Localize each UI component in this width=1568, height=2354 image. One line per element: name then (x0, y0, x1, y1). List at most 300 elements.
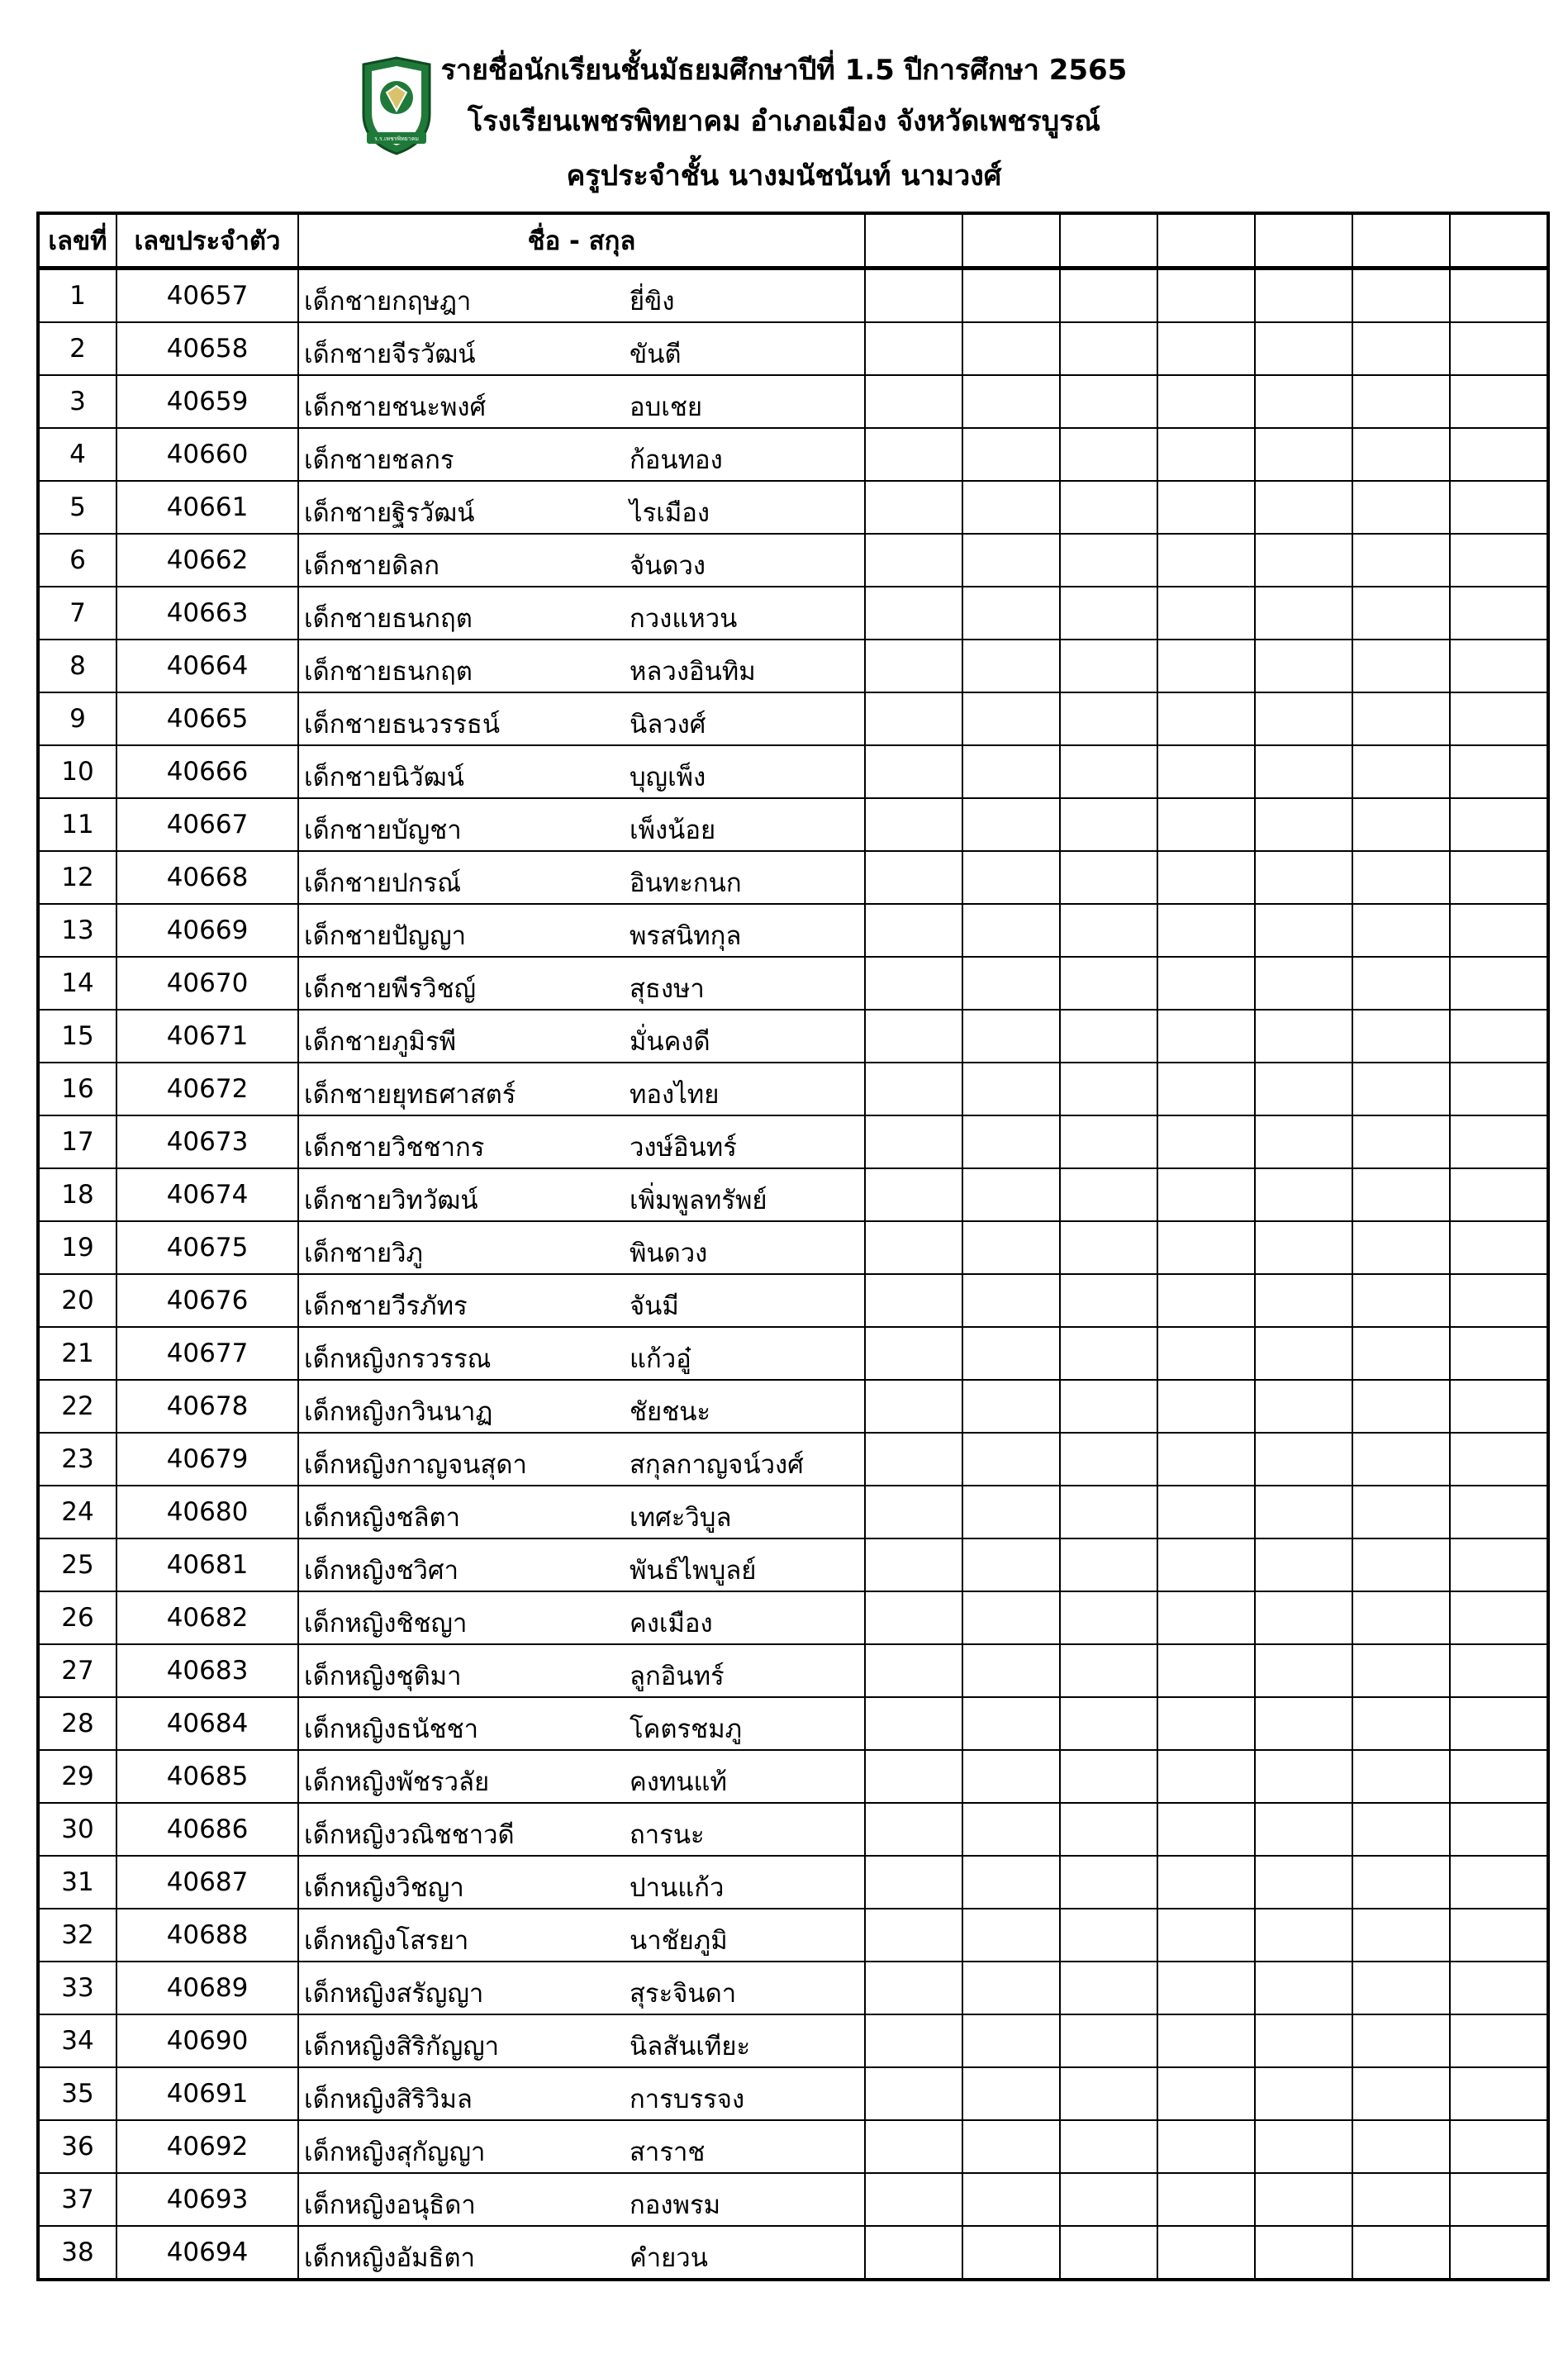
student-name-cell (298, 1538, 865, 1591)
blank-check-cell (962, 2226, 1060, 2280)
blank-check-cell (1157, 1962, 1255, 2014)
student-id: 40672 (116, 1063, 298, 1115)
blank-check-cell (962, 2120, 1060, 2173)
blank-check-cell (1352, 375, 1450, 428)
blank-check-cell (962, 1750, 1060, 1803)
blank-check-cell (1255, 1221, 1352, 1274)
table-row (38, 904, 1548, 957)
student-number: 8 (38, 640, 116, 692)
student-id: 40661 (116, 481, 298, 534)
table-row (38, 745, 1548, 798)
student-id: 40679 (116, 1433, 298, 1486)
header-number: เลขที่ (38, 213, 116, 269)
student-first-name: เด็กชายวิภู (304, 1239, 423, 1268)
student-first-name: เด็กหญิงอัมธิตา (304, 2243, 475, 2273)
blank-check-cell (1255, 2014, 1352, 2067)
blank-check-cell (1255, 269, 1352, 323)
student-last-name: กองพรม (630, 2190, 721, 2220)
blank-check-cell (1352, 1644, 1450, 1697)
blank-check-cell (865, 1697, 962, 1750)
student-number: 37 (38, 2173, 116, 2226)
blank-check-cell (1255, 322, 1352, 375)
blank-check-cell (1450, 640, 1548, 692)
blank-check-cell (962, 1909, 1060, 1962)
student-last-name: จันดวง (630, 551, 706, 581)
student-name-cell (298, 2120, 865, 2173)
blank-check-cell (1352, 2173, 1450, 2226)
blank-check-cell (865, 1380, 962, 1433)
blank-check-cell (1157, 1697, 1255, 1750)
blank-check-cell (1255, 640, 1352, 692)
blank-check-cell (1450, 1750, 1548, 1803)
student-id: 40684 (116, 1697, 298, 1750)
table-row (38, 1591, 1548, 1644)
blank-check-cell (865, 2014, 962, 2067)
student-first-name: เด็กหญิงสุกัญญา (304, 2138, 486, 2167)
blank-check-cell (1157, 1168, 1255, 1221)
blank-check-cell (1255, 2226, 1352, 2280)
table-row (38, 1115, 1548, 1168)
header-blank (1060, 213, 1157, 269)
blank-check-cell (865, 2226, 962, 2280)
blank-check-cell (1450, 2226, 1548, 2280)
table-row (38, 640, 1548, 692)
student-name-cell (298, 2226, 865, 2280)
blank-check-cell (1157, 1221, 1255, 1274)
student-name-cell (298, 1909, 865, 1962)
student-id: 40691 (116, 2067, 298, 2120)
blank-check-cell (962, 1538, 1060, 1591)
blank-check-cell (1060, 375, 1157, 428)
blank-check-cell (1255, 798, 1352, 851)
student-name-cell (298, 587, 865, 640)
blank-check-cell (1255, 587, 1352, 640)
blank-check-cell (1157, 2120, 1255, 2173)
blank-check-cell (1450, 1909, 1548, 1962)
blank-check-cell (1450, 269, 1548, 323)
student-id: 40657 (116, 269, 298, 323)
blank-check-cell (1060, 428, 1157, 481)
student-last-name: กวงแหวน (630, 604, 738, 634)
blank-check-cell (1255, 2067, 1352, 2120)
student-name-cell (298, 745, 865, 798)
header-blank (1352, 213, 1450, 269)
table-row (38, 2120, 1548, 2173)
blank-check-cell (1060, 1380, 1157, 1433)
student-last-name: ปานแก้ว (630, 1873, 725, 1903)
blank-check-cell (1060, 1856, 1157, 1909)
student-id: 40660 (116, 428, 298, 481)
student-name-cell (298, 2173, 865, 2226)
header-blank (865, 213, 962, 269)
table-row (38, 587, 1548, 640)
blank-check-cell (1352, 904, 1450, 957)
student-name-cell (298, 1486, 865, 1538)
blank-check-cell (1352, 269, 1450, 323)
table-row (38, 481, 1548, 534)
blank-check-cell (1060, 798, 1157, 851)
student-id: 40674 (116, 1168, 298, 1221)
blank-check-cell (1157, 640, 1255, 692)
student-id: 40676 (116, 1274, 298, 1327)
blank-check-cell (1157, 1591, 1255, 1644)
table-row (38, 957, 1548, 1010)
blank-check-cell (1157, 1909, 1255, 1962)
student-first-name: เด็กชายบัญชา (304, 816, 462, 845)
blank-check-cell (1060, 1010, 1157, 1063)
blank-check-cell (1157, 745, 1255, 798)
student-first-name: เด็กหญิงกาญจนสุดา (304, 1450, 527, 1480)
blank-check-cell (1450, 1327, 1548, 1380)
blank-check-cell (1450, 1115, 1548, 1168)
blank-check-cell (865, 269, 962, 323)
blank-check-cell (865, 1221, 962, 1274)
header-blank (1450, 213, 1548, 269)
student-name-cell (298, 1644, 865, 1697)
student-number: 5 (38, 481, 116, 534)
student-id: 40689 (116, 1962, 298, 2014)
blank-check-cell (962, 957, 1060, 1010)
blank-check-cell (865, 1486, 962, 1538)
blank-check-cell (1352, 1380, 1450, 1433)
blank-check-cell (1060, 640, 1157, 692)
blank-check-cell (865, 1803, 962, 1856)
blank-check-cell (962, 1962, 1060, 2014)
student-last-name: บุญเพ็ง (630, 763, 706, 792)
blank-check-cell (1352, 640, 1450, 692)
student-name-cell (298, 640, 865, 692)
blank-check-cell (865, 428, 962, 481)
table-row (38, 1221, 1548, 1274)
student-name-cell (298, 534, 865, 587)
blank-check-cell (1352, 1909, 1450, 1962)
blank-check-cell (1352, 1962, 1450, 2014)
student-last-name: จันมี (630, 1291, 679, 1321)
blank-check-cell (1060, 957, 1157, 1010)
student-number: 19 (38, 1221, 116, 1274)
blank-check-cell (865, 1644, 962, 1697)
blank-check-cell (1157, 1274, 1255, 1327)
student-number: 31 (38, 1856, 116, 1909)
blank-check-cell (1352, 1803, 1450, 1856)
student-id: 40658 (116, 322, 298, 375)
student-number: 14 (38, 957, 116, 1010)
blank-check-cell (865, 1433, 962, 1486)
student-last-name: ก้อนทอง (630, 445, 723, 475)
student-id: 40680 (116, 1486, 298, 1538)
table-header-row (38, 213, 1548, 269)
blank-check-cell (1060, 1962, 1157, 2014)
student-last-name: ถารนะ (630, 1820, 705, 1850)
blank-check-cell (962, 534, 1060, 587)
student-name-cell (298, 1380, 865, 1433)
student-name-cell (298, 1433, 865, 1486)
blank-check-cell (962, 587, 1060, 640)
student-last-name: เพ็งน้อย (630, 816, 716, 845)
student-name-cell (298, 322, 865, 375)
blank-check-cell (1450, 1168, 1548, 1221)
student-number: 10 (38, 745, 116, 798)
blank-check-cell (865, 851, 962, 904)
student-id: 40690 (116, 2014, 298, 2067)
blank-check-cell (1450, 798, 1548, 851)
blank-check-cell (1157, 957, 1255, 1010)
table-row (38, 2067, 1548, 2120)
blank-check-cell (1157, 1380, 1255, 1433)
student-number: 7 (38, 587, 116, 640)
blank-check-cell (1450, 1591, 1548, 1644)
blank-check-cell (1157, 1063, 1255, 1115)
header-name: ชื่อ - สกุล (298, 213, 865, 269)
blank-check-cell (1450, 745, 1548, 798)
student-last-name: ทองไทย (630, 1080, 720, 1110)
blank-check-cell (865, 745, 962, 798)
blank-check-cell (1157, 1856, 1255, 1909)
blank-check-cell (1352, 1750, 1450, 1803)
blank-check-cell (1157, 1327, 1255, 1380)
blank-check-cell (1060, 904, 1157, 957)
blank-check-cell (1157, 269, 1255, 323)
student-number: 22 (38, 1380, 116, 1433)
blank-check-cell (1060, 1221, 1157, 1274)
header-blank (1157, 213, 1255, 269)
blank-check-cell (1450, 2120, 1548, 2173)
table-row (38, 428, 1548, 481)
blank-check-cell (865, 1591, 962, 1644)
blank-check-cell (1157, 481, 1255, 534)
blank-check-cell (1255, 2120, 1352, 2173)
blank-check-cell (1352, 851, 1450, 904)
blank-check-cell (1352, 1538, 1450, 1591)
blank-check-cell (962, 1221, 1060, 1274)
blank-check-cell (1157, 2067, 1255, 2120)
blank-check-cell (1255, 1644, 1352, 1697)
student-id: 40681 (116, 1538, 298, 1591)
table-row (38, 2173, 1548, 2226)
student-id: 40665 (116, 692, 298, 745)
document-title: รายชื่อนักเรียนชั้นมัธยมศึกษาปีที่ 1.5 ปีการศึกษา 2565 (440, 54, 1128, 87)
table-row (38, 1803, 1548, 1856)
blank-check-cell (1255, 1327, 1352, 1380)
student-last-name: คงเมือง (630, 1609, 713, 1638)
student-number: 13 (38, 904, 116, 957)
student-name-cell (298, 481, 865, 534)
blank-check-cell (1450, 1644, 1548, 1697)
student-id: 40675 (116, 1221, 298, 1274)
blank-check-cell (1450, 1380, 1548, 1433)
blank-check-cell (962, 1115, 1060, 1168)
blank-check-cell (1450, 1962, 1548, 2014)
student-number: 20 (38, 1274, 116, 1327)
blank-check-cell (1255, 2173, 1352, 2226)
student-number: 25 (38, 1538, 116, 1591)
student-name-cell (298, 1750, 865, 1803)
blank-check-cell (1060, 1538, 1157, 1591)
table-row (38, 322, 1548, 375)
blank-check-cell (1157, 534, 1255, 587)
student-name-cell (298, 798, 865, 851)
table-row (38, 1327, 1548, 1380)
student-first-name: เด็กหญิงชุติมา (304, 1662, 462, 1691)
blank-check-cell (1450, 851, 1548, 904)
blank-check-cell (1060, 269, 1157, 323)
blank-check-cell (865, 534, 962, 587)
blank-check-cell (1450, 1433, 1548, 1486)
blank-check-cell (1157, 1010, 1255, 1063)
blank-check-cell (1450, 1221, 1548, 1274)
student-first-name: เด็กชายฐิรวัฒน์ (304, 498, 475, 528)
blank-check-cell (865, 481, 962, 534)
blank-check-cell (1255, 904, 1352, 957)
table-row (38, 2226, 1548, 2280)
student-number: 4 (38, 428, 116, 481)
blank-check-cell (1157, 587, 1255, 640)
blank-check-cell (962, 1010, 1060, 1063)
blank-check-cell (1255, 1538, 1352, 1591)
blank-check-cell (1352, 481, 1450, 534)
blank-check-cell (1352, 798, 1450, 851)
student-id: 40659 (116, 375, 298, 428)
blank-check-cell (865, 1168, 962, 1221)
table-row (38, 1644, 1548, 1697)
blank-check-cell (962, 904, 1060, 957)
blank-check-cell (1157, 1486, 1255, 1538)
student-name-cell (298, 269, 865, 323)
blank-check-cell (1450, 1803, 1548, 1856)
student-last-name: ชัยชนะ (630, 1397, 711, 1427)
blank-check-cell (962, 1380, 1060, 1433)
blank-check-cell (1450, 375, 1548, 428)
blank-check-cell (1060, 1750, 1157, 1803)
student-first-name: เด็กหญิงพัชรวลัย (304, 1767, 490, 1797)
blank-check-cell (1060, 851, 1157, 904)
blank-check-cell (865, 2120, 962, 2173)
blank-check-cell (1352, 2067, 1450, 2120)
blank-check-cell (1255, 375, 1352, 428)
header-blank (962, 213, 1060, 269)
blank-check-cell (1060, 481, 1157, 534)
student-number: 11 (38, 798, 116, 851)
blank-check-cell (1060, 2120, 1157, 2173)
student-last-name: ยี่ขิง (630, 287, 675, 316)
student-first-name: เด็กชายวีรภัทร (304, 1291, 468, 1321)
student-name-cell (298, 1010, 865, 1063)
student-number: 32 (38, 1909, 116, 1962)
blank-check-cell (1352, 1115, 1450, 1168)
student-name-cell (298, 1962, 865, 2014)
blank-check-cell (1060, 1274, 1157, 1327)
blank-check-cell (1450, 2067, 1548, 2120)
blank-check-cell (1060, 745, 1157, 798)
blank-check-cell (962, 745, 1060, 798)
blank-check-cell (1450, 1697, 1548, 1750)
student-first-name: เด็กชายปัญญา (304, 921, 467, 951)
table-row (38, 1168, 1548, 1221)
blank-check-cell (1352, 1010, 1450, 1063)
blank-check-cell (1352, 587, 1450, 640)
blank-check-cell (962, 269, 1060, 323)
blank-check-cell (1352, 745, 1450, 798)
blank-check-cell (865, 1327, 962, 1380)
blank-check-cell (1450, 904, 1548, 957)
blank-check-cell (962, 1486, 1060, 1538)
student-last-name: มั่นคงดี (630, 1027, 710, 1057)
blank-check-cell (1060, 1115, 1157, 1168)
student-last-name: สกุลกาญจน์วงศ์ (630, 1450, 804, 1480)
student-id: 40664 (116, 640, 298, 692)
blank-check-cell (962, 851, 1060, 904)
blank-check-cell (1255, 481, 1352, 534)
student-name-cell (298, 1697, 865, 1750)
blank-check-cell (1060, 1644, 1157, 1697)
table-row (38, 2014, 1548, 2067)
student-number: 3 (38, 375, 116, 428)
blank-check-cell (962, 322, 1060, 375)
table-row (38, 851, 1548, 904)
student-name-cell (298, 1274, 865, 1327)
blank-check-cell (1352, 1486, 1450, 1538)
student-name-cell (298, 428, 865, 481)
blank-check-cell (962, 1697, 1060, 1750)
student-last-name: อินทะกนก (630, 868, 742, 898)
blank-check-cell (1060, 1327, 1157, 1380)
student-number: 26 (38, 1591, 116, 1644)
blank-check-cell (865, 1856, 962, 1909)
blank-check-cell (1157, 1538, 1255, 1591)
blank-check-cell (1255, 1115, 1352, 1168)
student-last-name: สาราช (630, 2138, 706, 2167)
blank-check-cell (1255, 1750, 1352, 1803)
blank-check-cell (865, 1750, 962, 1803)
student-first-name: เด็กชายชลกร (304, 445, 454, 475)
blank-check-cell (1255, 1010, 1352, 1063)
blank-check-cell (1255, 1380, 1352, 1433)
student-number: 30 (38, 1803, 116, 1856)
student-name-cell (298, 692, 865, 745)
student-id: 40685 (116, 1750, 298, 1803)
student-first-name: เด็กชายธนวรรธน์ (304, 710, 501, 739)
student-number: 6 (38, 534, 116, 587)
blank-check-cell (865, 692, 962, 745)
student-first-name: เด็กชายกฤษฎา (304, 287, 472, 316)
blank-check-cell (1060, 534, 1157, 587)
blank-check-cell (865, 957, 962, 1010)
student-first-name: เด็กชายธนกฤต (304, 604, 473, 634)
blank-check-cell (1450, 957, 1548, 1010)
school-line: โรงเรียนเพชรพิทยาคม อำเภอเมือง จังหวัดเพชรบูรณ์ (467, 105, 1101, 138)
student-last-name: เพิ่มพูลทรัพย์ (630, 1186, 767, 1215)
blank-check-cell (1450, 1856, 1548, 1909)
blank-check-cell (962, 1327, 1060, 1380)
blank-check-cell (1255, 1168, 1352, 1221)
blank-check-cell (1157, 428, 1255, 481)
blank-check-cell (1255, 957, 1352, 1010)
student-last-name: หลวงอินทิม (630, 657, 756, 687)
student-first-name: เด็กหญิงโสรยา (304, 1926, 469, 1956)
blank-check-cell (1157, 1644, 1255, 1697)
blank-check-cell (1352, 957, 1450, 1010)
blank-check-cell (962, 1803, 1060, 1856)
student-number: 35 (38, 2067, 116, 2120)
student-last-name: พินดวง (630, 1239, 708, 1268)
student-name-cell (298, 1168, 865, 1221)
blank-check-cell (1157, 798, 1255, 851)
blank-check-cell (1450, 1486, 1548, 1538)
blank-check-cell (1157, 1115, 1255, 1168)
table-row (38, 1538, 1548, 1591)
blank-check-cell (1255, 1697, 1352, 1750)
blank-check-cell (1157, 904, 1255, 957)
